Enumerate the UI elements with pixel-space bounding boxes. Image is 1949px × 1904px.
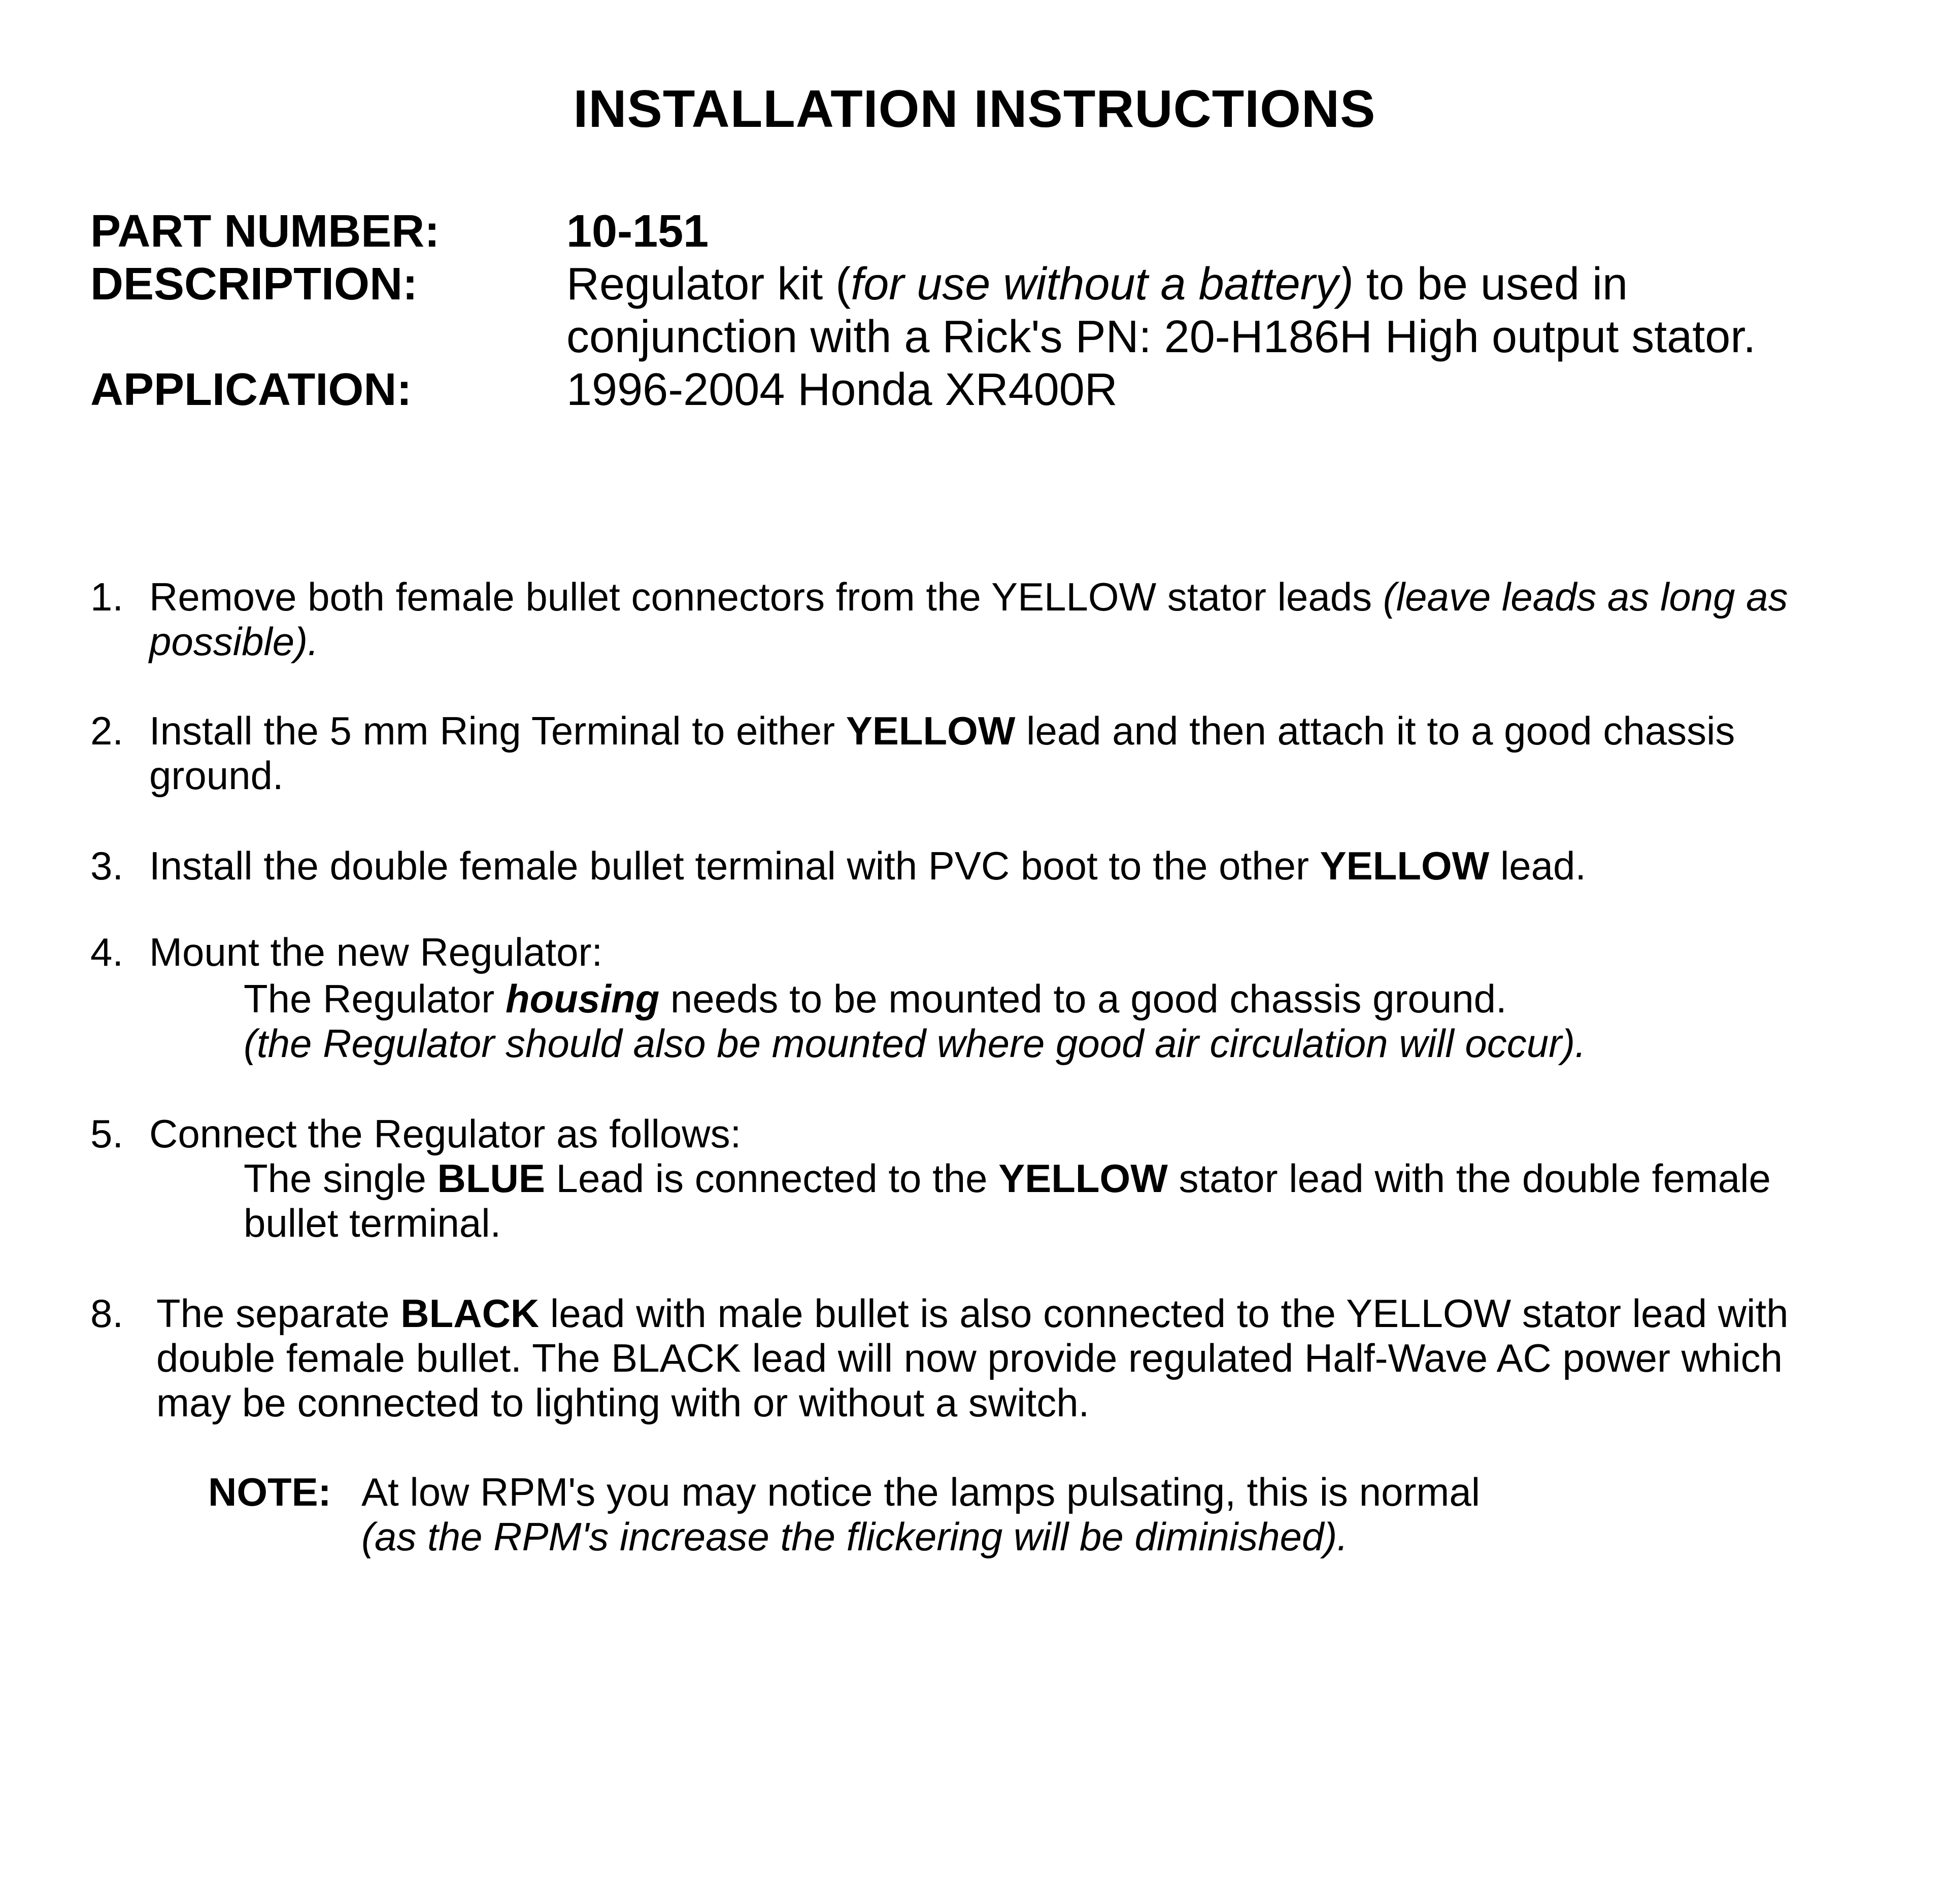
step-line: possible). [149,619,319,664]
step-segment: The separate [156,1291,401,1336]
step-text [149,843,1875,888]
step-segment: needs to be mounted to a good chassis ground. [659,976,1507,1021]
step-line [149,976,1875,1021]
step-segment: The single [244,1156,438,1201]
part-number-value: 10-151 [566,206,709,257]
description-line-2: conjunction with a Rick's PN: 20-H186H High output stator. [566,312,1756,362]
step-line: may be connected to lighting with or without a switch. [156,1380,1090,1425]
description-value [566,258,1886,363]
note-text [361,1470,1783,1559]
step-text [149,574,1875,664]
step-number: 1. [90,574,124,619]
step-number: 5. [90,1111,124,1156]
application-label: APPLICATION: [90,364,412,415]
step-segment: Lead is connected to the [545,1156,999,1201]
application-value: 1996-2004 Honda XR400R [566,364,1118,415]
step-line [149,1156,1875,1201]
step-number: 2. [90,708,124,753]
step-segment: lead. [1489,843,1587,888]
step-bold: BLUE [437,1156,545,1201]
step-segment: The Regulator [244,976,506,1021]
step-line: Connect the Regulator as follows: [149,1111,742,1156]
step-number: 8. [90,1291,124,1336]
step-number: 4. [90,930,124,974]
step-segment: lead and then attach it to a good chassis [1015,708,1735,753]
page-title: INSTALLATION INSTRUCTIONS [573,80,1376,139]
step-bold: YELLOW [1320,843,1490,888]
step-segment: Install the 5 mm Ring Terminal to either [149,708,846,753]
step-line [156,1291,1882,1336]
step-line [149,843,1875,888]
note-label: NOTE: [208,1470,331,1514]
step-number: 3. [90,843,124,888]
step-bold-italic: housing [505,976,660,1021]
part-number-label: PART NUMBER: [90,206,440,257]
step-line: Mount the new Regulator: [149,930,603,974]
step-line: bullet terminal. [244,1201,501,1245]
description-label: DESCRIPTION: [90,259,418,310]
step-segment: lead with male bullet is also connected to the YELLOW stator lead with [539,1291,1789,1336]
step-text [149,708,1875,798]
step-line: double female bullet. The BLACK lead will now provide regulated Half-Wave AC power which [156,1336,1783,1380]
step-line: (the Regulator should also be mounted where good air circulation will occur). [244,1021,1586,1066]
step-segment: Remove both female bullet connectors from the YELLOW stator leads [149,574,1383,619]
step-line [149,574,1875,619]
step-bold: BLACK [400,1291,540,1336]
step-text [149,1111,1875,1245]
step-text [149,930,1875,1066]
step-line: ground. [149,753,284,798]
note-line: At low RPM's you may notice the lamps pulsating, this is normal [361,1470,1481,1514]
step-segment: Install the double female bullet terminal with PVC boot to the other [149,843,1320,888]
description-line-1 [566,258,1886,311]
description-text: Regulator kit ( [566,259,851,310]
description-italic: for use without a battery) [851,259,1354,310]
step-line [149,708,1875,753]
step-italic: (leave leads as long as [1383,574,1788,619]
step-text [156,1291,1882,1425]
description-text: to be used in [1353,259,1628,310]
note-line: (as the RPM's increase the flickering will be diminished). [361,1514,1348,1559]
step-segment: stator lead with the double female [1167,1156,1771,1201]
step-bold: YELLOW [998,1156,1168,1201]
step-bold: YELLOW [846,708,1016,753]
